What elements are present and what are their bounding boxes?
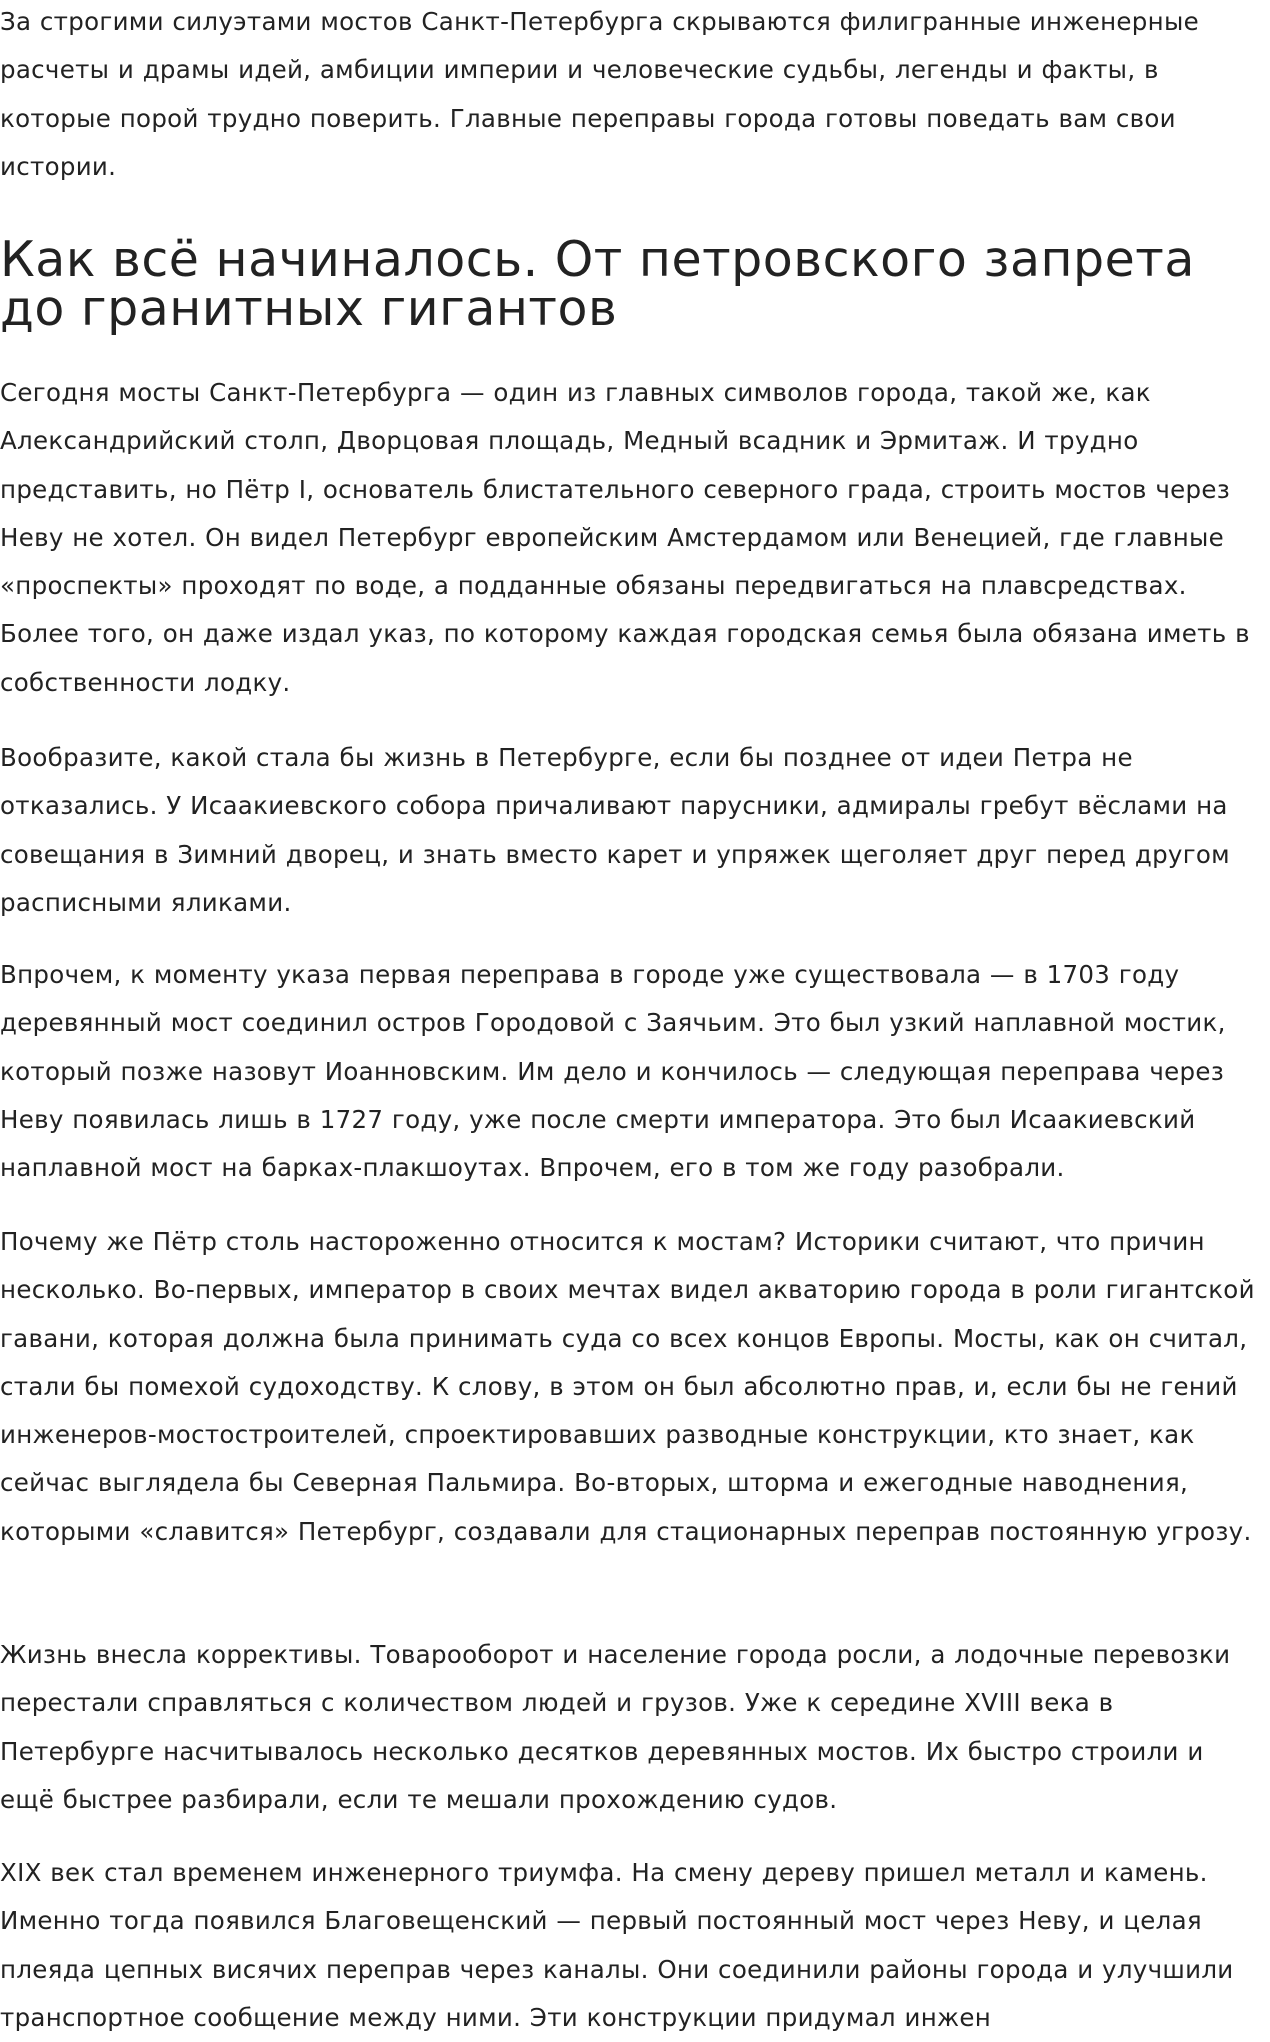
body-paragraph: Вообразите, какой стала бы жизнь в Петербурге, если бы позднее от идеи Петра не отказались. У Исаакиевского собора причаливают парусники, адмиралы гребут вёслами на совещания в Зимний дворец, и знать вместо карет и упряжек щеголяет друг перед другом расписными яликами. [0,743,1230,917]
body-paragraph: XIX век стал временем инженерного триумфа. На смену дереву пришел металл и камень. Именно тогда появился Благовещенский — первый постоянный мост через Неву, и целая плеяда цепных висячих переправ через каналы. Они соединили районы города и улучшили транспортное сообщение между ними. Эти конструкции придумал инжен [0,1858,1234,2032]
section-heading: Как всё начиналось. От петровского запрета до гранитных гигантов [0,231,1195,337]
body-paragraph: Жизнь внесла коррективы. Товарооборот и население города росли, а лодочные перевозки перестали справляться с количеством людей и грузов. Уже к середине XVIII века в Петербурге насчитывалось несколько десятков деревянных мостов. Их быстро строили и ещё быстрее разбирали, если те мешали прохождению судов. [0,1640,1231,1814]
intro-paragraph: За строгими силуэтами мостов Санкт-Петербурга скрываются филигранные инженерные расчеты и драмы идей, амбиции империи и человеческие судьбы, легенды и факты, в которые порой трудно поверить. Главные переправы города готовы поведать вам свои истории. [0,7,1199,181]
body-paragraph: Почему же Пётр столь настороженно относится к мостам? Историки считают, что причин несколько. Во-первых, император в своих мечтах видел акваторию города в роли гигантской гавани, которая должна была принимать суда со всех концов Европы. Мосты, как он считал, стали бы помехой судоходству. К слову, в этом он был абсолютно прав, и, если бы не гений инженеров-мостостроителей, спроектировавших разводные конструкции, кто знает, как сейчас выглядела бы Северная Пальмира. Во-вторых, шторма и ежегодные наводнения, которыми «славится» Петербург, создавали для стационарных переправ постоянную угрозу. [0,1227,1255,1546]
body-paragraph: Впрочем, к моменту указа первая переправа в городе уже существовала — в 1703 году деревянный мост соединил остров Городовой с Заячьим. Это был узкий наплавной мостик, который позже назовут Иоанновским. Им дело и кончилось — следующая переправа через Неву появилась лишь в 1727 году, уже после смерти императора. Это был Исаакиевский наплавной мост на барках-плакшоутах. Впрочем, его в том же году разобрали. [0,960,1226,1183]
body-paragraph: Сегодня мосты Санкт-Петербурга — один из главных символов города, такой же, как Александрийский столп, Дворцовая площадь, Медный всадник и Эрмитаж. И трудно представить, но Пётр I, основатель блистательного северного града, строить мостов через Неву не хотел. Он видел Петербург европейским Амстердамом или Венецией, где главные «проспекты» проходят по воде, а подданные обязаны передвигаться на плавсредствах. Более того, он даже издал указ, по которому каждая городская семья была обязана иметь в собственности лодку. [0,378,1250,697]
